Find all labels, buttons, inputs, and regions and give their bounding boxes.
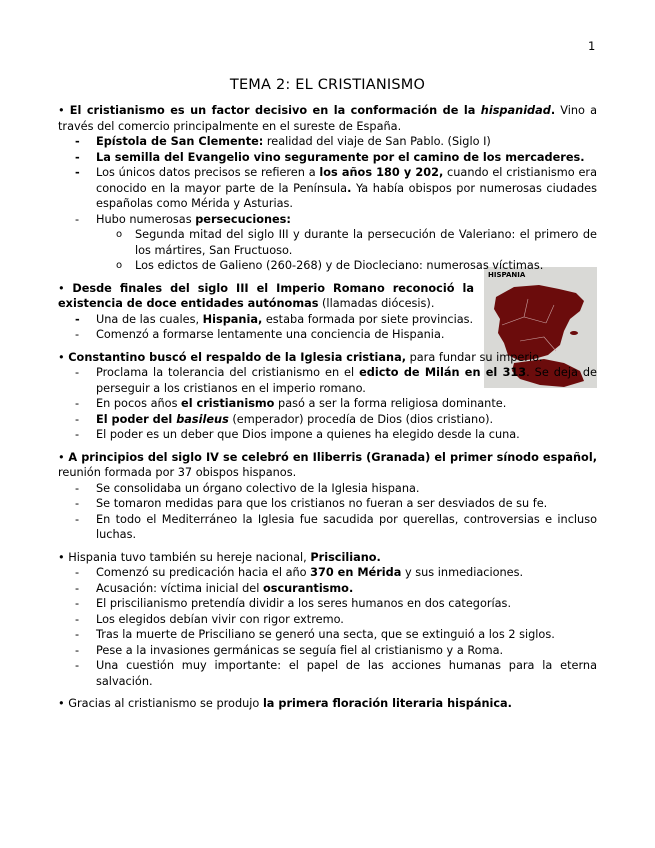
section-4 <box>58 450 597 481</box>
dash-marker: - <box>75 628 80 641</box>
dash-marker: - <box>75 212 80 226</box>
text: Pese a la invasiones germánicas se seguía fiel al cristianismo y a Roma. <box>96 643 504 657</box>
dash-marker: - <box>75 612 80 626</box>
section-6 <box>58 696 597 712</box>
text: Los edictos de Galieno (260-268) y de Diocleciano: numerosas víctimas. <box>135 259 544 272</box>
bullet: • <box>58 281 65 295</box>
list-item <box>58 412 597 428</box>
list-item <box>58 643 597 659</box>
dash-marker: - <box>75 643 80 657</box>
list-item <box>58 134 597 150</box>
dash-marker: - <box>75 135 80 148</box>
s1-text: Vino a través del comercio principalmente en el sureste de España. <box>58 104 598 133</box>
text-bold: la primera floración literaria hispánica. <box>262 697 512 710</box>
text: estaba formada por siete provincias. <box>262 312 474 326</box>
document-body <box>58 103 597 712</box>
text: Segunda mitad del siglo III y durante la persecución de Valeriano: el primero de los mártires, San Fructuoso. <box>135 228 597 257</box>
list-item <box>58 365 597 396</box>
text-bold: los años 180 y 202, <box>319 166 444 179</box>
dash-marker: - <box>75 366 80 379</box>
text-bold: La semilla del Evangelio vino seguramente por el camino de los mercaderes. <box>96 150 585 164</box>
list-item <box>58 212 597 228</box>
text: El poder es un deber que Dios impone a quienes ha elegido desde la cuna. <box>96 428 520 441</box>
map-label: HISPANIA <box>488 271 526 279</box>
dash-marker: - <box>75 497 80 510</box>
text: y sus inmediaciones. <box>401 566 524 579</box>
text: . Se deja de perseguir a los cristianos en el imperio romano. <box>96 366 597 395</box>
text: El priscilianismo pretendía dividir a los seres humanos en dos categorías. <box>96 597 512 610</box>
bullet: • <box>58 450 65 464</box>
page-title: TEMA 2: EL CRISTIANISMO <box>229 77 426 93</box>
text-bold: Epístola de San Clemente: <box>96 135 264 148</box>
text: Una de las cuales, <box>96 312 203 326</box>
dash-marker: - <box>75 397 80 410</box>
list-item <box>58 396 597 412</box>
text-bold: Constantino buscó el respaldo de la Iglesia cristiana, <box>68 350 406 364</box>
list-item <box>58 596 597 612</box>
dash-marker: - <box>75 597 80 610</box>
text: Hispania tuvo también su hereje nacional, <box>68 550 311 564</box>
list-item <box>58 312 512 328</box>
section-5 <box>58 550 597 566</box>
text-bold: El poder del <box>96 412 177 426</box>
text: Comenzó a formarse lentamente una conciencia de Hispania. <box>96 328 445 341</box>
text-bold: el cristianismo <box>181 397 275 410</box>
sub-list-item <box>58 258 551 274</box>
text-bold-italic: basileus <box>176 412 229 426</box>
dash-marker: - <box>75 328 80 341</box>
text: Ya había obispos por numerosas ciudades españolas como Mérida y Asturias. <box>96 181 597 210</box>
text-bold: edicto de Milán en el 313 <box>359 366 527 379</box>
text: pasó a ser la forma religiosa dominante. <box>274 397 507 410</box>
text: En todo el Mediterráneo la Iglesia fue sacudida por querellas, controversias e incluso luchas. <box>96 512 597 541</box>
text: Los elegidos debían vivir con rigor extremo. <box>96 612 344 626</box>
text: En pocos años <box>96 397 182 410</box>
dash-marker: - <box>75 581 80 595</box>
section-1 <box>58 103 597 134</box>
dash-marker: - <box>75 659 80 672</box>
text: cuando el cristianismo era conocido en la mayor parte de la Península <box>96 166 598 195</box>
list-item <box>58 496 597 512</box>
list-item <box>58 512 597 543</box>
text-bold: . <box>347 181 352 195</box>
bullet: • <box>58 350 65 364</box>
text: Se consolidaba un órgano colectivo de la Iglesia hispana. <box>96 481 420 495</box>
list-item <box>58 658 597 689</box>
dash-marker: - <box>75 428 80 441</box>
dash-marker: - <box>75 566 80 579</box>
dash-marker: - <box>75 481 80 495</box>
dash-marker: - <box>75 412 80 426</box>
list-item <box>58 327 512 343</box>
list-item <box>58 627 597 643</box>
text: (llamadas diócesis). <box>318 297 435 310</box>
list-item <box>58 165 597 212</box>
list-item <box>58 581 597 597</box>
text-bold: Hispania, <box>202 312 263 326</box>
text: Gracias al cristianismo se produjo <box>68 697 263 710</box>
s1-bold-2: . <box>550 104 556 117</box>
s1-italic: hispanidad <box>480 104 551 117</box>
text-bold: oscurantismo. <box>262 581 354 595</box>
text-bold: 370 en Mérida <box>310 566 402 579</box>
text: Hubo numerosas <box>96 212 196 226</box>
text-bold: Desde finales del siglo III el Imperio Romano reconoció la existencia de doce entidades autónomas <box>58 281 474 310</box>
s1-bold-1: El cristianismo es un factor decisivo en la conformación de la <box>69 104 481 117</box>
list-item <box>58 481 597 497</box>
list-item <box>58 565 597 581</box>
text: (emperador) procedía de Dios (dios cristiano). <box>228 412 494 426</box>
circle-marker: o <box>116 260 123 271</box>
page-number: 1 <box>588 39 596 53</box>
text: realidad del viaje de San Pablo. (Siglo I) <box>263 135 491 148</box>
circle-marker: o <box>116 229 123 240</box>
text: Acusación: víctima inicial del <box>96 581 263 595</box>
text: Los únicos datos precisos se refieren a <box>96 166 320 179</box>
text: reunión formada por 37 obispos hispanos. <box>58 466 297 479</box>
text: para fundar su imperio. <box>406 350 543 364</box>
sub-list-item <box>58 227 597 258</box>
dash-marker: - <box>75 312 80 326</box>
dash-marker: - <box>75 150 80 164</box>
text-bold: persecuciones: <box>195 212 291 226</box>
list-item <box>58 612 597 628</box>
bullet: • <box>58 697 65 710</box>
dash-marker: - <box>75 166 80 179</box>
text: Se tomaron medidas para que los cristianos no fueran a ser desviados de su fe. <box>96 497 548 510</box>
bullet: • <box>58 550 65 564</box>
list-item <box>58 427 597 443</box>
text: Proclama la tolerancia del cristianismo en el <box>96 366 360 379</box>
text: Tras la muerte de Prisciliano se generó una secta, que se extinguió a los 2 siglos. <box>96 628 555 641</box>
text-bold: Prisciliano. <box>310 550 381 564</box>
section-3 <box>58 350 597 366</box>
list-item <box>58 150 597 166</box>
text-bold: A principios del siglo IV se celebró en Iliberris (Granada) el primer sínodo español, <box>68 450 597 464</box>
dash-marker: - <box>75 512 80 526</box>
bullet: • <box>58 104 65 117</box>
text: Comenzó su predicación hacia el año <box>96 566 311 579</box>
text: Una cuestión muy importante: el papel de las acciones humanas para la eterna salvación. <box>96 659 597 688</box>
section-2 <box>58 281 474 312</box>
